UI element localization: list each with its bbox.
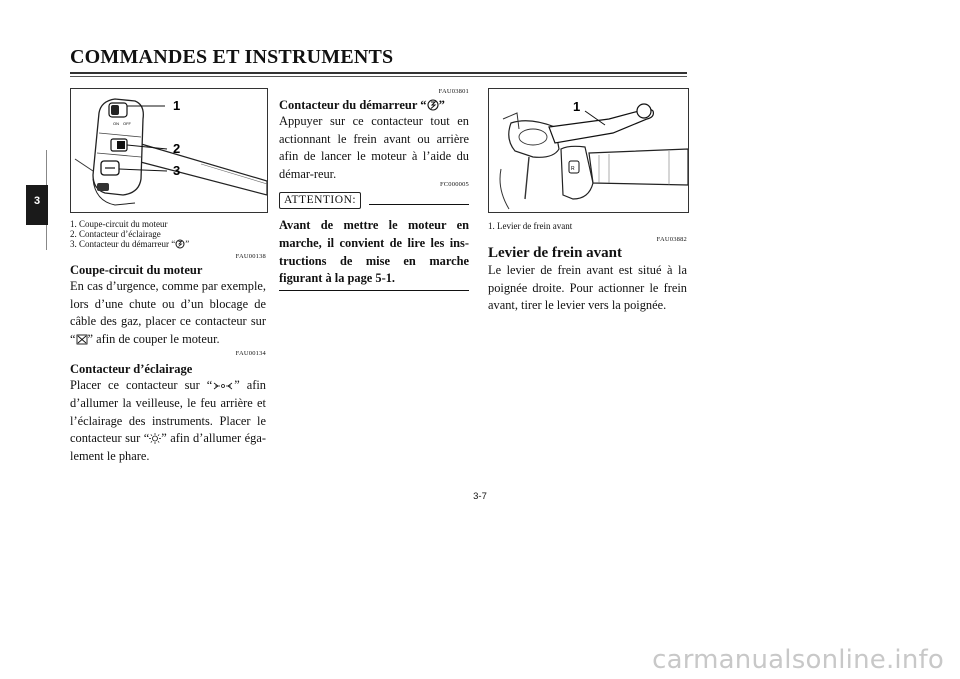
svg-text:R: R <box>571 166 575 172</box>
attention-label: ATTENTION: <box>279 192 361 209</box>
section-code: FAU03801 <box>438 88 469 95</box>
attention-banner <box>279 192 469 209</box>
starter-symbol-icon <box>427 99 439 111</box>
page-number: 3-7 <box>473 491 487 502</box>
brake-lever-illustration <box>489 89 688 212</box>
header-rule <box>70 72 687 74</box>
parking-light-symbol-icon <box>212 381 234 391</box>
switch-label-on: ON <box>113 121 119 126</box>
section-code: FAU00138 <box>235 253 266 260</box>
engine-stop-symbol-icon <box>76 334 88 345</box>
attention-rule <box>369 204 469 205</box>
warning-text: Avant de mettre le moteur en marche, il convient de lire les ins-tructions de mise en marche figurant à la page 5-1. <box>279 218 469 286</box>
section-body: Le levier de frein avant est situé à la poignée droite. Pour actionner le frein avant, tirer le levier vers la poignée. <box>488 263 687 313</box>
section-heading: Contacteur du démarreur “ ” <box>279 98 445 112</box>
page-header-title: COMMANDES ET INSTRUMENTS <box>70 46 394 68</box>
figure-handlebar-left <box>70 88 268 213</box>
callout-1: 1 <box>573 99 581 114</box>
section-heading: Coupe-circuit du moteur <box>70 263 203 277</box>
section-heading: Levier de frein avant <box>488 245 623 261</box>
header-rule-thin <box>70 76 687 77</box>
callout-3: 3 <box>173 163 181 178</box>
caption-item: 1. Coupe-circuit du moteur <box>70 219 168 229</box>
section-body: En cas d’urgence, comme par exemple, lors d’une chute ou d’un blocage de câble des gaz, placer ce contacteur sur “ ” afin de couper le moteur. <box>70 279 266 346</box>
section-body: Appuyer sur ce contacteur tout en actionnant le frein avant ou arrière afin de lancer le moteur à l’aide du démar-reur. <box>279 114 469 181</box>
chapter-tab: 3 <box>26 185 48 225</box>
section-code: FC000005 <box>439 181 469 189</box>
callout-2: 2 <box>173 141 181 156</box>
section-starter <box>279 88 469 291</box>
starter-symbol-icon <box>175 239 185 249</box>
warning-end-rule <box>279 290 469 291</box>
section-brake-lever <box>488 236 687 315</box>
figure-left-captions <box>70 219 266 249</box>
section-body: Placer ce contacteur sur “ ” afin d’allumer la veilleuse, le feu arrière et l’éclairage des instruments. Placer le contacteur sur “ ” afin d’allumer éga-lement le phare. <box>70 378 267 463</box>
caption-item: 2. Contacteur d’éclairage <box>70 229 161 239</box>
section-engine-stop <box>70 253 266 465</box>
section-code: FAU03882 <box>656 236 687 243</box>
section-code: FAU00134 <box>235 350 266 358</box>
handlebar-switch-illustration <box>71 89 267 212</box>
caption-item: 1. Levier de frein avant <box>488 221 573 231</box>
caption-item: 3. Contacteur du démarreur “ ” <box>70 239 190 249</box>
watermark-text: carmanualsonline.info <box>652 645 944 675</box>
figure-brake-lever <box>488 88 689 213</box>
section-heading: Contacteur d’éclairage <box>70 362 193 377</box>
headlight-symbol-icon <box>149 433 161 444</box>
callout-1: 1 <box>173 98 181 113</box>
switch-label-off: OFF <box>123 121 131 126</box>
figure-right-captions <box>488 221 687 231</box>
